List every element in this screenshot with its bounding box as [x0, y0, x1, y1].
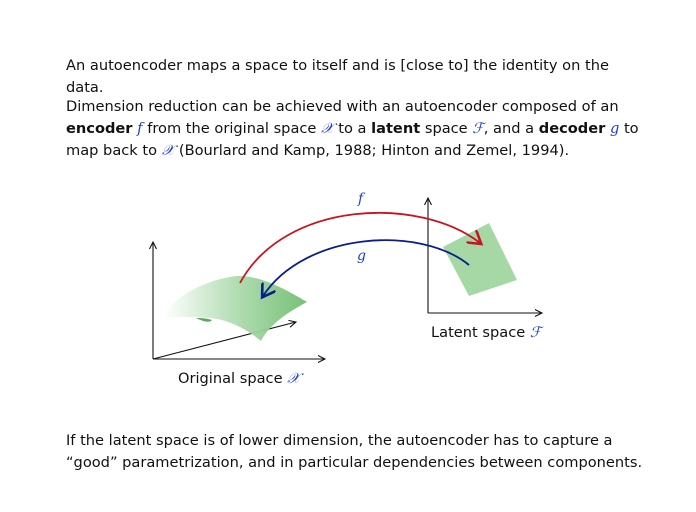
surface-fold: [196, 318, 212, 322]
encoder-term: encoder: [66, 120, 133, 137]
f-symbol: f: [137, 120, 143, 137]
text-segment: space: [420, 120, 473, 137]
text-segment: to a: [333, 120, 372, 137]
encoder-label: f: [358, 191, 364, 207]
conclusion-text: If the latent space is of lower dimension, the autoencoder has to capture a “good” parametrization, and in particular dependencies between components.: [66, 432, 643, 471]
text-segment: from the original space: [142, 120, 322, 137]
x-symbol: 𝒳: [161, 142, 175, 159]
original-space-text: Original space: [178, 370, 288, 387]
g-symbol: g: [609, 120, 620, 137]
text-segment: , and a: [483, 120, 539, 137]
conclusion-paragraph: [66, 430, 646, 474]
text-segment: to map back to: [66, 120, 639, 159]
f-space-symbol: ℱ: [472, 120, 484, 137]
intro-text: An autoencoder maps a space to itself and is [close to] the identity on the data.: [66, 57, 609, 96]
latent-square: [443, 223, 517, 296]
original-space-label: [178, 370, 300, 387]
latent-space-label: [431, 324, 541, 341]
decoder-arrow: [263, 240, 469, 296]
decoder-term: decoder: [538, 120, 606, 137]
original-z-axis: [153, 322, 296, 359]
f-space-symbol: ℱ: [529, 324, 542, 341]
x-symbol: 𝒳: [321, 120, 334, 137]
text-segment: Dimension reduction can be achieved with an autoencoder composed of an: [66, 98, 619, 115]
latent-term: latent: [371, 120, 421, 137]
decoder-label: g: [357, 248, 366, 264]
data-manifold-surface: [163, 276, 307, 341]
x-symbol: 𝒳: [287, 370, 300, 387]
citation-text: (Bourlard and Kamp, 1988; Hinton and Zemel, 1994).: [174, 142, 570, 159]
latent-space-text: Latent space: [431, 324, 530, 341]
